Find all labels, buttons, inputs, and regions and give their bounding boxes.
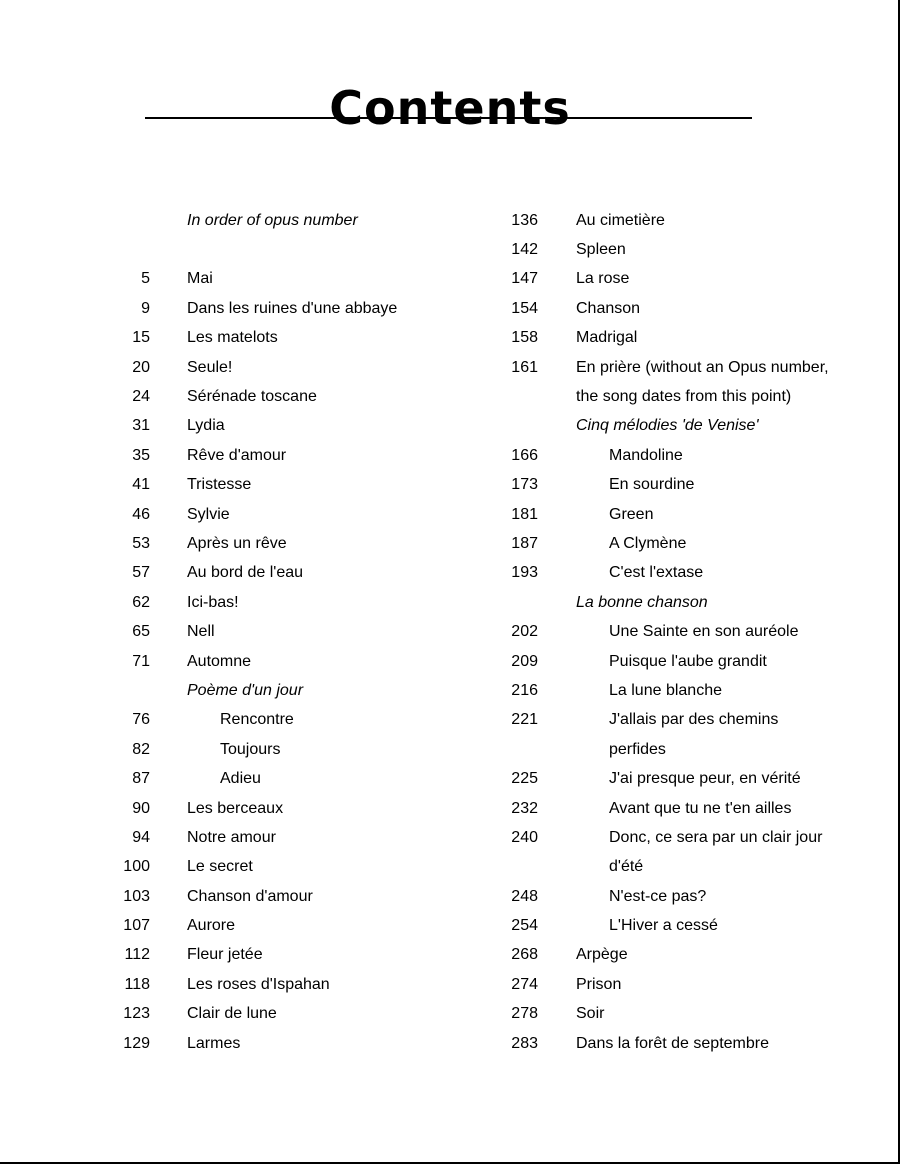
- contents-entry: [490, 324, 890, 353]
- song-title: Nell: [187, 623, 215, 641]
- contents-entry: [100, 441, 480, 470]
- page-number: 24: [132, 388, 150, 406]
- page-number: 193: [511, 564, 538, 582]
- contents-entry: [490, 441, 890, 470]
- section-title: La bonne chanson: [576, 593, 708, 611]
- contents-entry: [490, 706, 890, 735]
- song-title: Sérénade toscane: [187, 388, 317, 406]
- page-number: 82: [132, 740, 150, 758]
- contents-entry: [490, 647, 890, 676]
- page-number: 123: [123, 1005, 150, 1023]
- page-number: 232: [511, 799, 538, 817]
- contents-entry: [490, 471, 890, 500]
- song-title: Automne: [187, 652, 252, 670]
- contents-entry: [490, 500, 890, 529]
- song-title: Notre amour: [187, 828, 276, 846]
- contents-entry: [100, 235, 480, 264]
- contents-entry: [490, 941, 890, 970]
- contents-entry: [100, 500, 480, 529]
- song-title: Aurore: [187, 917, 236, 935]
- page-number: 5: [141, 270, 150, 288]
- page-number: 46: [132, 505, 150, 523]
- contents-entry: [100, 941, 480, 970]
- page-number: 103: [123, 887, 150, 905]
- song-title: Chanson: [576, 299, 641, 317]
- song-title: C'est l'extase: [609, 564, 704, 582]
- song-title: Rêve d'amour: [187, 446, 287, 464]
- song-title: Au cimetière: [576, 211, 665, 229]
- page-number: 118: [124, 975, 150, 993]
- song-title: Les roses d'Ispahan: [187, 975, 330, 993]
- song-title: La rose: [576, 270, 630, 288]
- song-title: Adieu: [220, 770, 261, 788]
- page-number: 225: [511, 770, 538, 788]
- page-number: 15: [132, 329, 150, 347]
- page-number: 65: [132, 623, 150, 641]
- contents-entry: [100, 970, 480, 999]
- contents-entry: [100, 529, 480, 558]
- section-title: Cinq mélodies 'de Venise': [576, 417, 759, 435]
- song-title: perfides: [609, 740, 666, 758]
- song-title: Mai: [187, 270, 213, 288]
- song-title: J'allais par des chemins: [609, 711, 779, 729]
- song-title: Ici-bas!: [187, 593, 239, 611]
- page-number: 20: [132, 358, 150, 376]
- song-title: Sylvie: [187, 505, 230, 523]
- song-title: La lune blanche: [609, 681, 722, 699]
- page-number: 76: [132, 711, 150, 729]
- contents-entry: [490, 382, 890, 411]
- contents-entry: [100, 647, 480, 676]
- contents-entry: [100, 353, 480, 382]
- song-title: Toujours: [220, 740, 281, 758]
- contents-section-heading: [490, 588, 890, 617]
- song-title: the song dates from this point): [576, 388, 792, 406]
- contents-entry: [490, 794, 890, 823]
- song-title: Une Sainte en son auréole: [609, 623, 799, 641]
- contents-entry: [100, 882, 480, 911]
- page-number: 112: [124, 946, 150, 964]
- song-title: Prison: [576, 975, 622, 993]
- page-number: 181: [511, 505, 538, 523]
- contents-entry: [100, 294, 480, 323]
- contents-entry: [490, 294, 890, 323]
- song-title: Seule!: [187, 358, 233, 376]
- contents-left-column: [100, 206, 480, 1058]
- song-title: Green: [609, 505, 654, 523]
- song-title: Chanson d'amour: [187, 887, 313, 905]
- song-title: Dans la forêt de septembre: [576, 1034, 769, 1052]
- contents-entry: [100, 412, 480, 441]
- contents-entry: [490, 206, 890, 235]
- page-number: 31: [132, 417, 150, 435]
- song-title: Avant que tu ne t'en ailles: [609, 799, 792, 817]
- section-title: Poème d'un jour: [187, 681, 304, 699]
- contents-entry: [490, 735, 890, 764]
- page-number: 41: [132, 476, 150, 494]
- song-title: Mandoline: [609, 446, 683, 464]
- song-title: Les matelots: [187, 329, 278, 347]
- contents-entry: [490, 529, 890, 558]
- contents-entry: [490, 1029, 890, 1058]
- song-title: J'ai presque peur, en vérité: [609, 770, 801, 788]
- contents-entry: [490, 882, 890, 911]
- page-number: 240: [511, 828, 538, 846]
- page-number: 254: [511, 917, 538, 935]
- contents-entry: [100, 853, 480, 882]
- page-number: 268: [511, 946, 538, 964]
- contents-entry: [100, 588, 480, 617]
- song-title: Dans les ruines d'une abbaye: [187, 299, 398, 317]
- contents-entry: [100, 764, 480, 793]
- page-number: 87: [132, 770, 150, 788]
- contents-entry: [100, 471, 480, 500]
- page-number: 94: [132, 828, 150, 846]
- page-number: 216: [511, 681, 538, 699]
- song-title: Rencontre: [220, 711, 294, 729]
- contents-section-heading: [100, 206, 480, 235]
- contents-entry: [100, 1029, 480, 1058]
- song-title: A Clymène: [609, 534, 687, 552]
- contents-right-column: [490, 206, 890, 1058]
- song-title: N'est-ce pas?: [609, 887, 707, 905]
- page-number: 62: [132, 593, 150, 611]
- song-title: Lydia: [187, 417, 225, 435]
- song-title: Soir: [576, 1005, 605, 1023]
- page-number: 129: [123, 1034, 150, 1052]
- page-number: 147: [511, 270, 538, 288]
- contents-entry: [490, 676, 890, 705]
- contents-entry: [490, 1000, 890, 1029]
- page-number: 209: [511, 652, 538, 670]
- page-number: 100: [123, 858, 150, 876]
- page-number: 278: [511, 1005, 538, 1023]
- contents-entry: [100, 911, 480, 940]
- contents-entry: [490, 235, 890, 264]
- page-title: Contents: [329, 80, 571, 135]
- contents-entry: [490, 617, 890, 646]
- contents-entry: [100, 735, 480, 764]
- contents-entry: [490, 559, 890, 588]
- song-title: L'Hiver a cessé: [609, 917, 718, 935]
- contents-entry: [100, 324, 480, 353]
- page-number: 136: [511, 211, 538, 229]
- section-title: In order of opus number: [187, 211, 358, 229]
- song-title: Donc, ce sera par un clair jour: [609, 828, 823, 846]
- contents-entry: [100, 559, 480, 588]
- song-title: Après un rêve: [187, 534, 287, 552]
- song-title: Au bord de l'eau: [187, 564, 304, 582]
- contents-section-heading: [490, 412, 890, 441]
- contents-entry: [490, 353, 890, 382]
- contents-entry: [490, 853, 890, 882]
- contents-entry: [100, 823, 480, 852]
- song-title: Puisque l'aube grandit: [609, 652, 767, 670]
- page-number: 283: [511, 1034, 538, 1052]
- contents-entry: [100, 265, 480, 294]
- song-title: En prière (without an Opus number,: [576, 358, 829, 376]
- contents-section-heading: [100, 676, 480, 705]
- contents-entry: [100, 382, 480, 411]
- contents-entry: [100, 706, 480, 735]
- page-number: 248: [511, 887, 538, 905]
- page-number: 221: [511, 711, 538, 729]
- song-title: Les berceaux: [187, 799, 284, 817]
- song-title: Clair de lune: [187, 1005, 277, 1023]
- page-number: 274: [511, 975, 538, 993]
- page-number: 9: [141, 299, 150, 317]
- title-divider: [145, 117, 752, 119]
- song-title: Le secret: [187, 858, 253, 876]
- contents-entry: [490, 970, 890, 999]
- page-number: 161: [511, 358, 538, 376]
- contents-entry: [100, 1000, 480, 1029]
- page-number: 187: [511, 534, 538, 552]
- page-number: 107: [123, 917, 150, 935]
- contents-entry: [490, 823, 890, 852]
- song-title: Madrigal: [576, 329, 638, 347]
- contents-entry: [490, 265, 890, 294]
- song-title: Arpège: [576, 946, 628, 964]
- page-number: 57: [132, 564, 150, 582]
- song-title: d'été: [609, 858, 644, 876]
- page-number: 53: [132, 534, 150, 552]
- page-number: 35: [132, 446, 150, 464]
- page-number: 173: [511, 476, 538, 494]
- contents-entry: [490, 764, 890, 793]
- song-title: En sourdine: [609, 476, 695, 494]
- page-number: 90: [132, 799, 150, 817]
- song-title: Spleen: [576, 241, 626, 259]
- page-number: 158: [511, 329, 538, 347]
- page-number: 202: [511, 623, 538, 641]
- page-number: 142: [511, 241, 538, 259]
- page-number: 166: [511, 446, 538, 464]
- contents-entry: [100, 617, 480, 646]
- page-number: 154: [511, 299, 538, 317]
- song-title: Tristesse: [187, 476, 252, 494]
- contents-entry: [100, 794, 480, 823]
- song-title: Fleur jetée: [187, 946, 263, 964]
- contents-entry: [490, 911, 890, 940]
- page-number: 71: [132, 652, 150, 670]
- song-title: Larmes: [187, 1034, 241, 1052]
